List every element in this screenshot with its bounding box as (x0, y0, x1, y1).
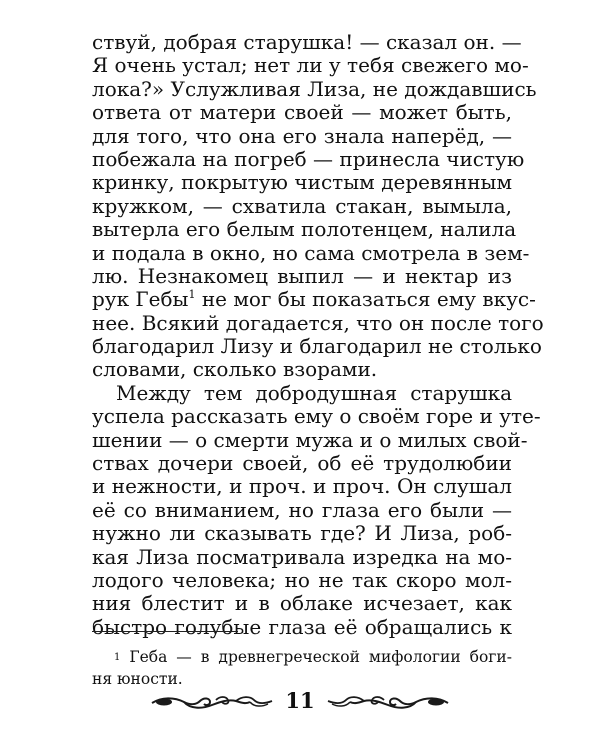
text-line: лодого человека; но не так скоро мол- (92, 567, 512, 592)
footnote-text: Геба — в древнегреческой мифологии боги- (120, 648, 512, 666)
main-text (92, 30, 544, 639)
footnote-line (92, 646, 512, 668)
text-line: Я очень устал; нет ли у тебя свежего мо- (92, 53, 529, 78)
text-line: и нежности, и проч. и проч. Он слушал (92, 474, 512, 499)
text-line: ствах дочери своей, об её трудолюбии (92, 451, 512, 476)
text-line: ния блестит и в облаке исчезает, как (92, 591, 512, 616)
text-line: ответа от матери своей — может быть, (92, 100, 512, 125)
text-line: лока?» Услужливая Лиза, не дождавшись (92, 76, 537, 101)
flourish-right-icon (326, 693, 450, 711)
text-line: быстро голубые глаза её обращались к (92, 614, 512, 639)
text-line: вытерла его белым полотенцем, налила (92, 217, 517, 242)
page-footer (150, 687, 450, 717)
text-line: нее. Всякий догадается, что он после того (92, 310, 544, 335)
text-fragment: рук Гебы (92, 287, 189, 312)
text-line: кая Лиза посматривала изредка на мо- (92, 544, 512, 569)
text-line: кружком, — схватила стакан, вымыла, (92, 193, 512, 218)
text-line: благодарил Лизу и благодарил не столько (92, 334, 542, 359)
text-line: словами, сколько взорами. (92, 357, 378, 382)
paragraph-start-line: Между тем добродушная старушка (116, 380, 512, 405)
text-line: для того, что она его знала наперёд, — (92, 123, 512, 148)
page-number: 11 (285, 688, 315, 713)
footnote-line: ня юности. (92, 670, 183, 688)
text-line: нужно ли сказывать где? И Лиза, роб- (92, 521, 512, 546)
text-line: её со вниманием, но глаза его были — (92, 497, 512, 522)
text-line: шении — о смерти мужа и о милых свой- (92, 427, 528, 452)
text-line: ствуй, добрая старушка! — сказал он. — (92, 30, 522, 54)
footnote-divider (92, 631, 238, 632)
text-line: кринку, покрытую чистым деревянным (92, 170, 512, 195)
text-line: и подала в окно, но сама смотрела в зем- (92, 240, 530, 265)
text-line: лю. Незнакомец выпил — и нектар из (92, 263, 512, 288)
footnote-marker: 1 (114, 652, 121, 663)
footnote-reference: 1 (188, 288, 196, 302)
text-line-with-footnote (92, 287, 536, 312)
footnote (92, 646, 512, 690)
text-fragment: не мог бы показаться ему вкус- (195, 287, 536, 312)
text-line: успела рассказать ему о своём горе и уте- (92, 404, 541, 429)
text-line: побежала на погреб — принесла чистую (92, 146, 525, 171)
